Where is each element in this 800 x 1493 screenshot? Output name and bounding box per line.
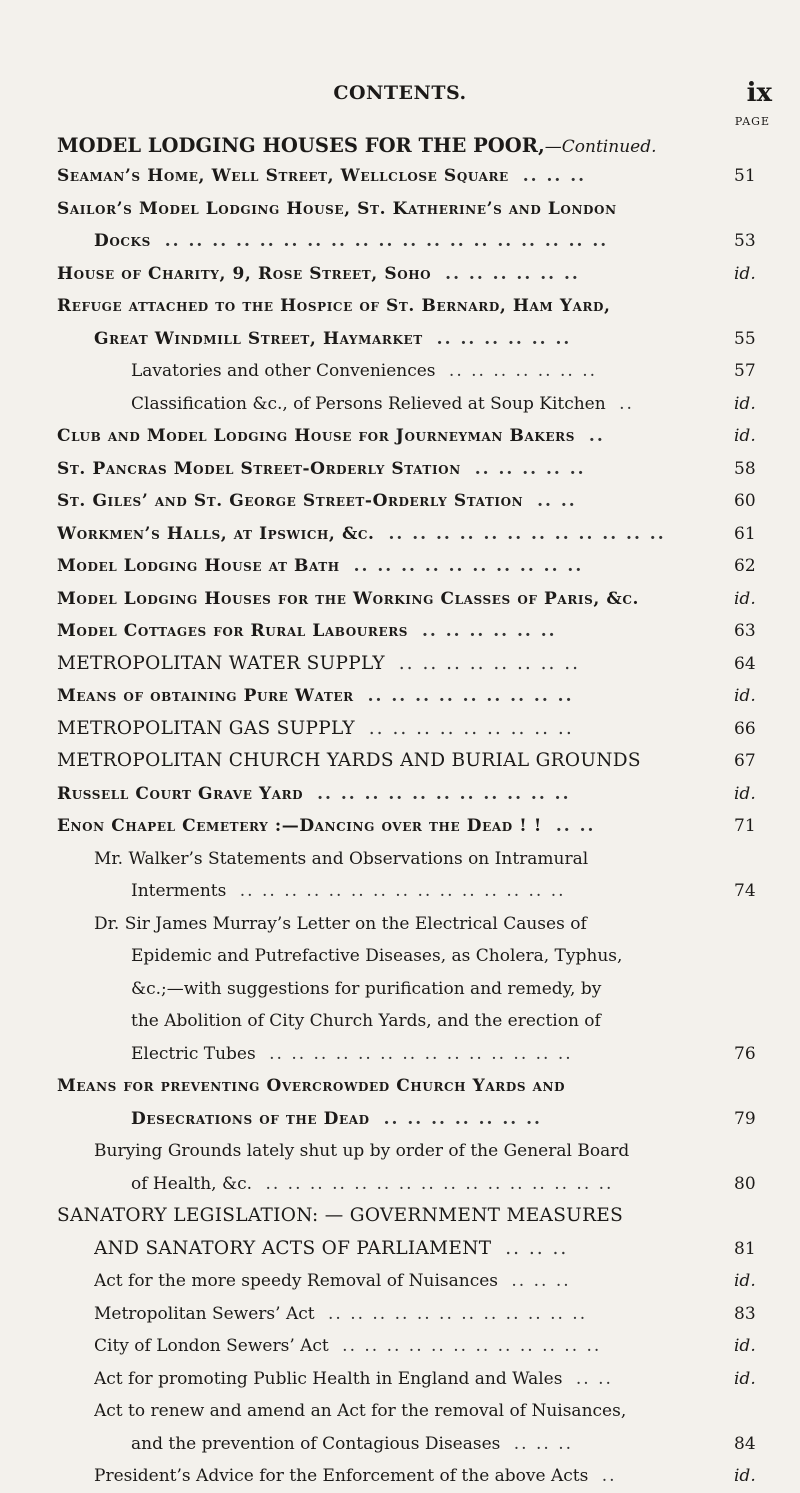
entry-page: id. — [734, 1336, 756, 1356]
entry-text: Model Lodging Houses for the Working Classes of Paris, &c. — [57, 588, 640, 609]
entry-page: 67 — [734, 751, 756, 771]
entry-text: METROPOLITAN GAS SUPPLY — [57, 717, 355, 739]
entry-text: Act to renew and amend an Act for the removal of Nuisances, — [94, 1401, 627, 1421]
contents-entry: Lavatories and other Conveniences .. .. .. .. .. .. .. 57 — [0, 355, 800, 388]
entry-text: St. Pancras Model Street-Orderly Station — [57, 458, 461, 479]
contents-entry: Great Windmill Street, Haymarket .. .. .. .. .. .. 55 — [0, 323, 800, 356]
contents-entry: Workmen’s Halls, at Ipswich, &c. .. .. .. .. .. .. .. .. .. .. .. .. 61 — [0, 518, 800, 551]
entry-text: and the prevention of Contagious Diseases — [131, 1433, 501, 1454]
entry-text: AND SANATORY ACTS OF PARLIAMENT — [94, 1237, 492, 1259]
contents-entry: and the prevention of Contagious Diseases .. .. .. 84 — [0, 1428, 800, 1461]
contents-entry — [0, 1005, 800, 1038]
contents-entry: Enon Chapel Cemetery :—Dancing over the Dead ! ! .. .. 71 — [0, 810, 800, 843]
entry-text: Lavatories and other Conveniences — [131, 361, 436, 381]
entry-text: House of Charity, 9, Rose Street, Soho — [57, 263, 432, 284]
entry-page: 60 — [734, 491, 756, 511]
contents-entry: of Health, &c. .. .. .. .. .. .. .. .. .. .. .. .. .. .. .. .. 80 — [0, 1168, 800, 1201]
contents-entry: House of Charity, 9, Rose Street, Soho .. .. .. .. .. .. id. — [0, 258, 800, 291]
entry-text: Burying Grounds lately shut up by order of the General Board — [94, 1141, 630, 1161]
entry-text: Means for preventing Overcrowded Church Yards and — [57, 1076, 566, 1096]
contents-entry — [0, 1200, 800, 1233]
entry-page: 58 — [734, 458, 756, 479]
contents-entry — [0, 1395, 800, 1428]
entry-page: 51 — [734, 166, 756, 186]
contents-entry: Russell Court Grave Yard .. .. .. .. .. .. .. .. .. .. .. id. — [0, 778, 800, 811]
folio-number: ix — [746, 78, 772, 108]
entry-text: Model Cottages for Rural Labourers — [57, 621, 409, 641]
entry-text: Model Lodging House at Bath — [57, 556, 340, 576]
entry-text: Electric Tubes — [131, 1043, 256, 1064]
entry-text: Great Windmill Street, Haymarket — [94, 328, 423, 349]
entry-text: METROPOLITAN WATER SUPPLY — [57, 652, 385, 674]
entry-text: Classification &c., of Persons Relieved at Soup Kitchen — [131, 393, 606, 414]
entry-page: 66 — [734, 718, 756, 739]
contents-entry — [0, 1070, 800, 1103]
entry-page: 63 — [734, 621, 756, 641]
entry-page: id. — [734, 1271, 756, 1291]
entry-text: Act for the more speedy Removal of Nuisances — [94, 1271, 498, 1291]
entry-text: St. Giles’ and St. George Street-Orderly Station — [57, 491, 524, 511]
contents-entry: METROPOLITAN GAS SUPPLY .. .. .. .. .. .. .. .. .. 66 — [0, 713, 800, 746]
entry-page: 53 — [734, 231, 756, 251]
entry-page: 61 — [734, 523, 756, 544]
entry-page: id. — [734, 426, 756, 446]
contents-entry — [0, 583, 800, 616]
contents-entry: Act for the more speedy Removal of Nuisances .. .. .. id. — [0, 1265, 800, 1298]
entry-text: Means of obtaining Pure Water — [57, 686, 354, 706]
entry-text: &c.;—with suggestions for purification and remedy, by — [131, 978, 602, 999]
section-continued: —Continued. — [544, 137, 657, 157]
entry-page: 62 — [734, 556, 756, 576]
contents-entry — [0, 193, 800, 226]
contents-entry — [0, 745, 800, 778]
entry-page: 83 — [734, 1303, 756, 1324]
contents-entry: Model Lodging House at Bath .. .. .. .. .. .. .. .. .. .. 62 — [0, 550, 800, 583]
entry-text: SANATORY LEGISLATION: — GOVERNMENT MEASURES — [57, 1205, 624, 1226]
contents-entry: St. Giles’ and St. George Street-Orderly Station .. .. 60 — [0, 485, 800, 518]
entry-text: Seaman’s Home, Well Street, Wellclose Square — [57, 166, 509, 186]
entry-text: Sailor’s Model Lodging House, St. Katherine’s and London — [57, 198, 617, 219]
contents-entry: Desecrations of the Dead .. .. .. .. .. .. .. 79 — [0, 1103, 800, 1136]
entry-text: Interments — [131, 881, 227, 901]
entry-text: Act for promoting Public Health in England and Wales — [94, 1368, 563, 1389]
contents-entry: Docks .. .. .. .. .. .. .. .. .. .. .. .. .. .. .. .. .. .. .. 53 — [0, 225, 800, 258]
entry-page: 76 — [734, 1043, 756, 1064]
entry-text: Dr. Sir James Murray’s Letter on the Electrical Causes of — [94, 913, 587, 934]
entry-page: 80 — [734, 1173, 756, 1194]
entry-text: Epidemic and Putrefactive Diseases, as Cholera, Typhus, — [131, 946, 623, 966]
entry-page: 84 — [734, 1433, 756, 1454]
entry-page: id. — [734, 588, 756, 609]
entry-page: 55 — [734, 328, 756, 349]
entry-page: 64 — [734, 653, 756, 674]
contents-entry: Means of obtaining Pure Water .. .. .. .. .. .. .. .. .. id. — [0, 680, 800, 713]
entry-text: President’s Advice for the Enforcement of the above Acts — [94, 1466, 589, 1486]
page-column-label: PAGE — [734, 115, 770, 128]
entry-page: 79 — [734, 1108, 756, 1129]
entry-page: id. — [734, 1368, 756, 1389]
running-title: CONTENTS. — [333, 82, 467, 104]
contents-entry: Metropolitan Sewers’ Act .. .. .. .. .. .. .. .. .. .. .. .. 83 — [0, 1298, 800, 1331]
entry-page: id. — [734, 783, 756, 804]
entry-page: id. — [734, 393, 756, 414]
entry-text: Workmen’s Halls, at Ipswich, &c. — [57, 523, 375, 544]
entry-text: Docks — [94, 231, 151, 251]
contents-entry — [0, 1135, 800, 1168]
contents-entry: Model Cottages for Rural Labourers .. .. .. .. .. .. 63 — [0, 615, 800, 648]
running-header — [0, 78, 800, 112]
entry-text: Mr. Walker’s Statements and Observations on Intramural — [94, 848, 589, 869]
contents-entry — [0, 973, 800, 1006]
contents-entry: Seaman’s Home, Well Street, Wellclose Square .. .. .. 51 — [0, 160, 800, 193]
contents-entry: Classification &c., of Persons Relieved at Soup Kitchen .. id. — [0, 388, 800, 421]
entry-page: 71 — [734, 816, 756, 836]
contents-entry: METROPOLITAN WATER SUPPLY .. .. .. .. .. .. .. .. 64 — [0, 648, 800, 681]
entry-page: id. — [734, 1466, 756, 1486]
contents-entry: Act for promoting Public Health in England and Wales .. .. id. — [0, 1363, 800, 1396]
entry-text: Desecrations of the Dead — [131, 1108, 370, 1129]
entry-text: Club and Model Lodging House for Journeyman Bakers — [57, 426, 575, 446]
contents-entry — [0, 908, 800, 941]
section-heading — [57, 134, 657, 157]
contents-entry: Electric Tubes .. .. .. .. .. .. .. .. .. .. .. .. .. .. 76 — [0, 1038, 800, 1071]
contents-entry: Interments .. .. .. .. .. .. .. .. .. .. .. .. .. .. .. 74 — [0, 875, 800, 908]
contents-entry: St. Pancras Model Street-Orderly Station .. .. .. .. .. 58 — [0, 453, 800, 486]
contents-entry — [0, 940, 800, 973]
entry-text: of Health, &c. — [131, 1173, 253, 1194]
entry-text: Metropolitan Sewers’ Act — [94, 1303, 315, 1324]
entry-page: id. — [734, 263, 756, 284]
entry-text: Russell Court Grave Yard — [57, 783, 304, 804]
entry-page: id. — [734, 686, 756, 706]
entry-text: the Abolition of City Church Yards, and the erection of — [131, 1011, 601, 1031]
contents-list — [0, 160, 800, 1493]
entry-page: 74 — [734, 881, 756, 901]
entry-page: 57 — [734, 361, 756, 381]
contents-entry — [0, 843, 800, 876]
contents-entry — [0, 290, 800, 323]
entry-text: City of London Sewers’ Act — [94, 1336, 329, 1356]
entry-text: METROPOLITAN CHURCH YARDS AND BURIAL GROUNDS — [57, 750, 641, 771]
entry-page: 81 — [734, 1238, 756, 1259]
entry-text: Refuge attached to the Hospice of St. Bernard, Ham Yard, — [57, 296, 611, 316]
contents-entry: Club and Model Lodging House for Journeyman Bakers .. id. — [0, 420, 800, 453]
contents-entry: City of London Sewers’ Act .. .. .. .. .. .. .. .. .. .. .. .. id. — [0, 1330, 800, 1363]
section-title: MODEL LODGING HOUSES FOR THE POOR, — [57, 134, 545, 157]
contents-entry: AND SANATORY ACTS OF PARLIAMENT .. .. .. 81 — [0, 1233, 800, 1266]
entry-text: Enon Chapel Cemetery :—Dancing over the Dead ! ! — [57, 816, 542, 836]
contents-entry: President’s Advice for the Enforcement of the above Acts .. id. — [0, 1460, 800, 1493]
